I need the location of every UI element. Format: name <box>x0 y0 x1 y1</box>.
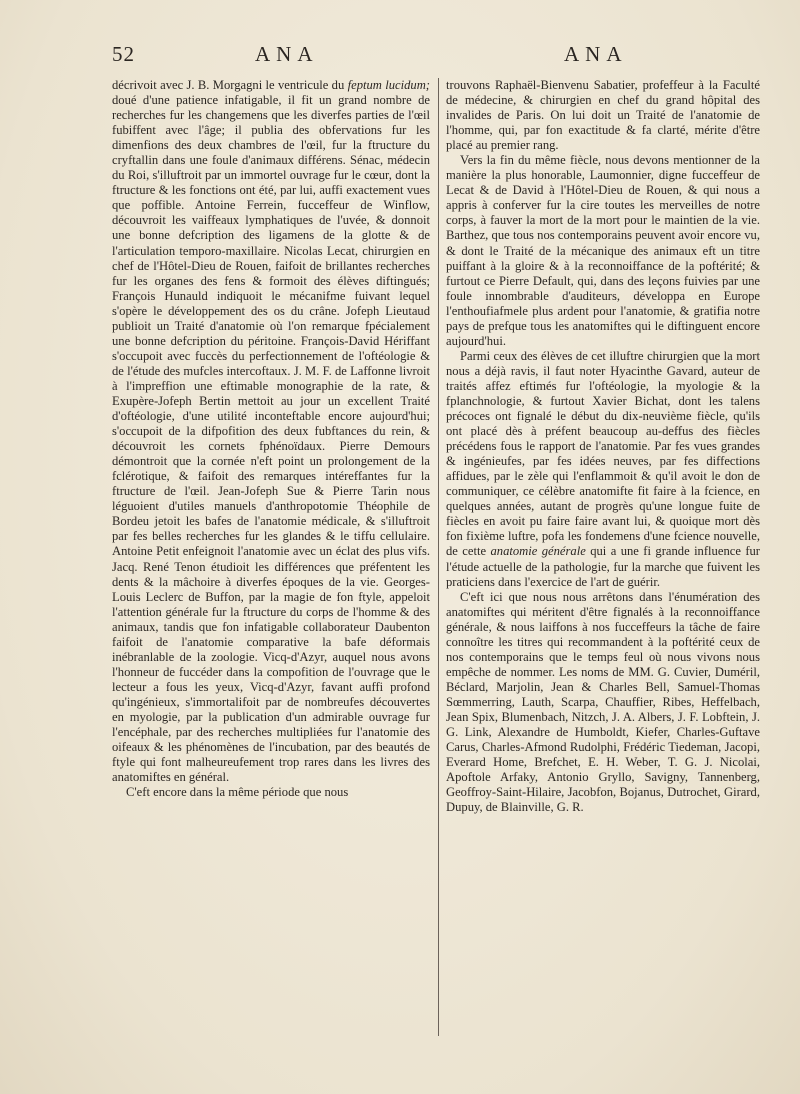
running-head-left: ANA <box>255 42 319 66</box>
paragraph: Vers la fin du même fiècle, nous devons mentionner de la manière la plus honorable, Laumonnier, digne fucceffeur de Lecat & de David à l'Hôtel-Dieu de Rouen, & qui nous a appris à conferver fur la cire toutes les merveilles de notre corps, à fauver la mort de la mort pour le maintien de la vie. Barthez, que tous nos contemporains peuvent avoir encore vu, & dont le Traité de la mécanique des animaux eft un titre puiffant à la gloire & à la reconnoiffance de la poftérité; & furtout ce Pierre Default, qui, dans des leçons fuivies par une foule innombrable d'auditeurs, développa en Europe l'enthoufiafmele plus ardent pour l'anatomie, & gratifia notre pays de prefque tous les anatomiftes qui le diftinguent encore aujourd'hui. <box>446 153 760 348</box>
paragraph: C'eft encore dans la même période que nous <box>126 785 349 800</box>
text-run: Parmi ceux des élèves de cet illuftre chirurgien que la mort nous a déjà ravis, il faut noter Hyacinthe Gavard, auteur de traités affez eftimés fur l'oftéologie, la myologie & la fplanchnologie, & furtout Xavier Bichat, dont les talens précoces ont fignalé le début du dix-neuvième fiècle, qu'ils ont placé dès à préfent beaucoup au-deffus des fiècles précédens fous le rapport de l'anatomie. Par fes vues grandes & ingénieufes, par fes idées neuves, par fes diffections affidues, par le zèle qui l'enflammoit & qu'il avoit le don de communiquer, ce célèbre anatomifte fit faire à la fcience, en quelques années, autant de progrès qu'une longue fuite de fiècles en avoit pu faire faire avant lui, & quoique mort dès fon fixième luftre, pofa les fondemens d'une fcience nouvelle, de cette <box>446 348 760 559</box>
paragraph: C'eft ici que nous nous arrêtons dans l'énumération des anatomiftes qui méritent d'être fignalés à la reconnoiffance générale, & nous laiffons à nos fucceffeurs la tâche de faire connoître les titres qui recommandent à la poftérité ceux de nos contemporains que le temps feul où nous vivons nous empêche de nommer. Les noms de MM. G. Cuvier, Duméril, Béclard, Marjolin, Jean & Charles Bell, Samuel-Thomas Sœmmerring, Lauth, Scarpa, Chauffier, Ribes, Heffelbach, Jean Spix, Blumenbach, Nitzch, J. A. Albers, J. F. Lobftein, J. G. Link, Alexandre de Humboldt, Kiefer, Charles-Guftave Carus, Charles-Afmond Rudolphi, Frédéric Tiedeman, Jacopi, Everard Home, Brefchet, E. H. Weber, T. G. J. Nicolai, Apoftole Arfaky, Antonio Gryllo, Savigny, Tannenberg, Geoffroy-Saint-Hilaire, Jacobfon, Bojanus, Dutrochet, Girard, Dupuy, de Blainville, G. R. <box>446 589 760 815</box>
paragraph <box>112 78 430 785</box>
italic-term: anatomie générale <box>490 544 586 559</box>
right-column <box>446 78 760 1038</box>
italic-term: feptum lucidum; <box>347 78 430 92</box>
text-run: qui a une fi grande influence fur l'étude actuelle de la pathologie, fur la marche que fuivent les praticiens dans l'exercice de l'art de guérir. <box>446 544 760 589</box>
page-number: 52 <box>112 42 135 66</box>
paragraph <box>446 349 760 590</box>
column-divider <box>438 78 439 1036</box>
paragraph: trouvons Raphaël-Bienvenu Sabatier, profeffeur à la Faculté de médecine, & chirurgien en chef du grand hôpital des invalides de Paris. On lui doit un Traité de l'anatomie de l'homme, qui, par fon exactitude & fa clarté, mérite d'être placé au premier rang. <box>446 78 760 153</box>
text-run: décrivoit avec J. B. Morgagni le ventricule du <box>112 78 348 92</box>
running-head-right: ANA <box>564 42 628 66</box>
left-column <box>112 78 430 1038</box>
text-run: doué d'une patience infatigable, il fit un grand nombre de recherches fur les changemens que les diverfes parties de l'œil fubiffent avec l'âge; il publia des obfervations fur les dimenfions des deux chambres de l'œil, fur la ftructure du cryftallin dans une foule d'animaux différens. Sénac, médecin du Roi, s'illuftroit par un immortel ouvrage fur le cœur, dont la ftructure & les fonctions ont été, par lui, auffi exactement vues que poffible. Antoine Ferrein, fucceffeur de Winflow, découvroit les vaiffeaux lymphatiques de l'uvée, & donnoit une bonne defcription des ligamens de la glotte & de l'articulation temporo-maxillaire. Nicolas Lecat, chirurgien en chef de l'Hôtel-Dieu de Rouen, faifoit de brillantes recherches fur les organes des fens & formoit des élèves diftingués; François Hunauld indiquoit le mécanifme fuivant lequel s'opère le développement des os du crâne. Jofeph Lieutaud publioit un Traité d'anatomie où l'on remarque fpécialement une bonne defcription du péritoine. François-David Hériffant s'occupoit avec fuccès du perfectionnement de l'oftéologie & de l'étude des mufcles intercoftaux. J. M. F. de Laffonne livroit à l'impreffion une eftimable monographie de la rate, & Exupère-Jofeph Bertin mettoit au jour un excellent Traité d'oftéologie, d'une utilité inconteftable encore aujourd'hui; s'occupoit de la difpofition des deux fubftances du rein, & découvroit les cornets fphénoïdaux. Pierre Demours démontroit que la cornée n'eft point un prolongement de la fclérotique, & faifoit des remarques intéreffantes fur la ftructure de l'œil. Jean-Jofeph Sue & Pierre Tarin nous léguoient d'utiles manuels d'anthropotomie Théophile de Bordeu jetoit les bafes de l'anatomie médicale, & s'illuftroit par fes belles recherches fur les glandes & le tiffu cellulaire. Antoine Petit enfeignoit l'anatomie avec un éclat des plus vifs. Jacq. René Tenon étudioit les différences que préfentent les dents & la mâchoire à diverfes époques de la vie. Georges-Louis Leclerc de Buffon, par la magie de fon ftyle, appeloit l'attention générale fur la ftructure du corps de l'homme & des animaux, tandis que fon infatigable collaborateur Daubenton faifoit de l'anatomie comparative la bafe déformais inébranlable de la zoologie. Vicq-d'Azyr, auquel nous avons l'honneur de fuccéder dans la compofition de l'ouvrage que le lecteur a fous les yeux, Vicq-d'Azyr, favant auffi profond qu'ingénieux, s'immortalifoit par de nombreufes découvertes en myologie, par la publication d'un admirable ouvrage fur l'encéphale, par des recherches multipliées fur l'anatomie des oifeaux & les phénomènes de l'incubation, par des beautés de ftyle qui font malheureufement trop rares dans les livres des anatomiftes en général. <box>112 93 430 785</box>
page-header <box>112 42 762 70</box>
